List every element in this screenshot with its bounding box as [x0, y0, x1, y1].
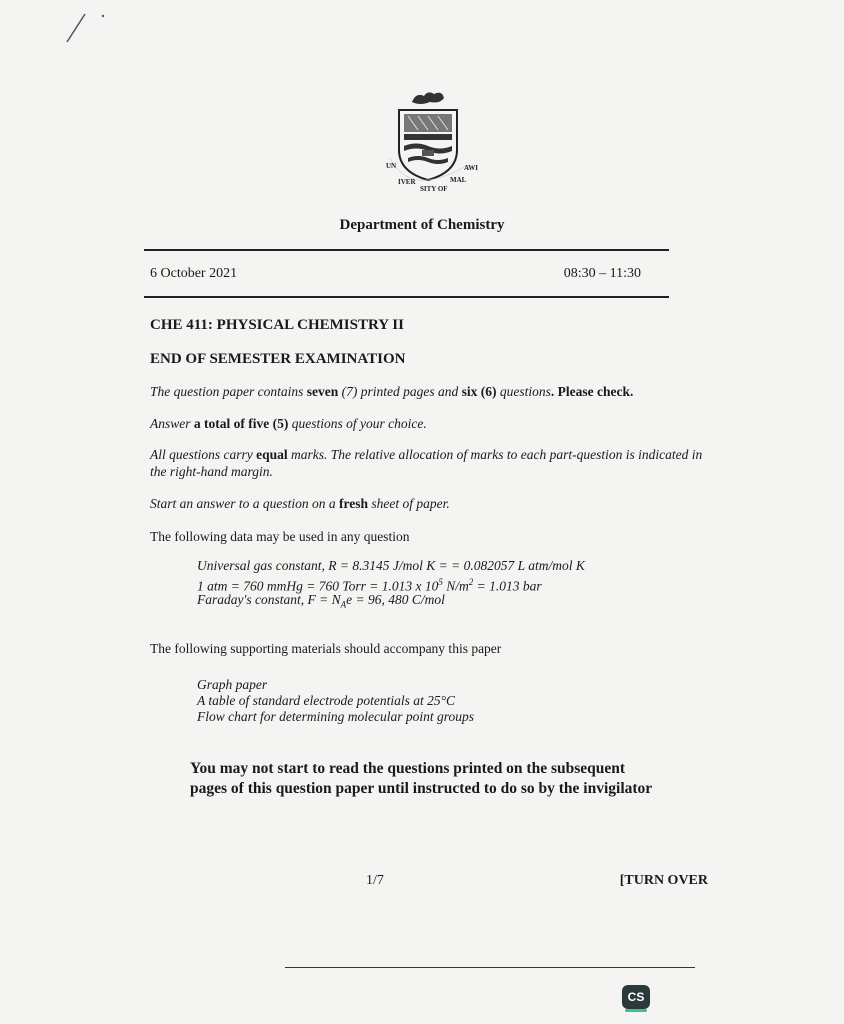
materials-item: Graph paper [197, 677, 268, 692]
turn-over-label: [TURN OVER [619, 873, 708, 888]
materials-item: A table of standard electrode potentials at 25°C [197, 693, 456, 708]
pressure-conversion-line: 1 atm = 760 mmHg = 760 Torr = 1.013 x $10^5$ $N/m^2 = 1.013$ bar [197, 577, 542, 594]
exam-date: 6 October 2021 [150, 266, 238, 281]
header-bottom-rule [144, 296, 669, 298]
instruction-marks: All questions carry equal marks. The relative allocation of marks to each part-question is indicated in the right-hand margin. [150, 447, 703, 479]
exam-type: END OF SEMESTER EXAMINATION [150, 351, 406, 367]
course-title: CHE 411: PHYSICAL CHEMISTRY II [150, 317, 404, 333]
page-number: 1/7 [366, 873, 384, 888]
header-top-rule [144, 249, 669, 251]
svg-text:UNIVERSITY OFMALAWI: UNIVERSITY OFMALAWI [386, 162, 479, 193]
data-intro: The following data may be used in any question [150, 529, 410, 544]
university-seal-logo [384, 88, 479, 203]
invigilator-notice: You may not start to read the questions printed on the subsequent pages of this question paper until instructed to do so by the invigilator [190, 760, 653, 797]
instruction-answer: Answer a total of five (5) questions of your choice. [150, 416, 427, 431]
instruction-pages: The question paper contains seven (7) printed pages and six (6) questions. Please check. [150, 384, 634, 399]
materials-intro: The following supporting materials should accompany this paper [150, 641, 502, 656]
footer-rule [285, 967, 695, 968]
exam-time: 08:30 – 11:30 [563, 266, 641, 281]
gas-constant-line: Universal gas constant, R = 8.3145 J/mol K = = 0.082057 L atm/mol K [197, 558, 585, 573]
pen-mark [55, 8, 115, 48]
department-name: Department of Chemistry [339, 217, 505, 233]
faraday-constant-line: Faraday's constant, $F = N_Ae = 96$, 480 C/mol [197, 592, 445, 610]
materials-item: Flow chart for determining molecular point groups [197, 709, 474, 724]
instruction-fresh-sheet: Start an answer to a question on a fresh sheet of paper. [150, 496, 450, 511]
camscanner-badge-icon: CS [622, 985, 650, 1009]
